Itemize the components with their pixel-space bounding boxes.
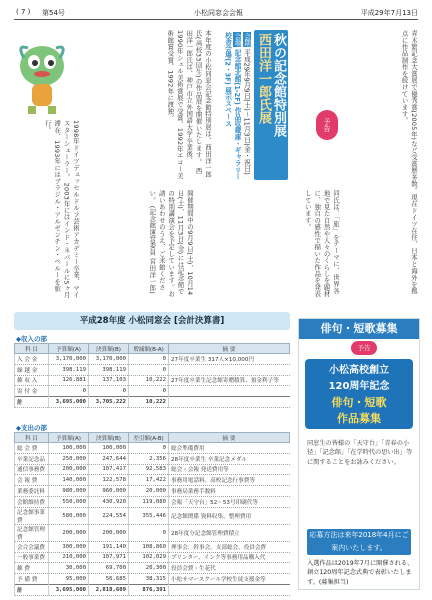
table-cell: 200,000 — [49, 524, 89, 541]
exhibit-notice-badge: 予告 — [316, 110, 338, 140]
table-cell: 430,920 — [89, 496, 129, 507]
table-cell: 122,578 — [89, 475, 129, 486]
period-tag: 会期 — [242, 33, 251, 47]
table-row — [15, 507, 290, 524]
exhibit-paragraph: 開催期間中の9月9日(土)、10月14日(土)、11月3日(金)には記念館での特別講演会を予定しています。お誘いあわせのうえ、ご来館ください。 — [148, 190, 194, 298]
table-cell: 28年度卒業生 卒業記念メダル — [169, 453, 290, 464]
table-cell: 計 — [15, 584, 49, 595]
table-cell: 107,971 — [89, 552, 129, 563]
table-row — [15, 443, 290, 454]
table-row — [15, 541, 290, 552]
table-cell: 28年度分記念館管理費積立 — [169, 524, 290, 541]
table-cell: 69,700 — [89, 563, 129, 574]
table-cell: 191,140 — [89, 541, 129, 552]
haiku-box-line: 小松高校創立 — [329, 365, 389, 376]
table-cell: 200,000 — [49, 464, 89, 475]
table-cell: 224,554 — [89, 507, 129, 524]
expense-section-label: ◆支出の部 — [16, 424, 47, 432]
haiku-description: 同窓生の皆様の「天守台」「青春の小径」「記念館」「在学時代の思い出」等に関することをお詠みください。 — [307, 440, 413, 466]
table-row — [15, 453, 290, 464]
table-cell: 100,000 — [49, 443, 89, 454]
income-table — [14, 343, 290, 408]
haiku-box-line: 俳句・短歌 — [331, 396, 387, 409]
table-cell — [169, 397, 290, 408]
venue-tag: 会場 — [233, 33, 241, 47]
table-cell: 2,356 — [129, 453, 169, 464]
table-cell: 事務局業務手数料 — [169, 486, 290, 497]
table-cell: 210,000 — [49, 552, 89, 563]
exhibit-venue: 記念館北館(1-2F) 作品収蔵庫・ギャラリー — [233, 49, 241, 180]
exhibit-paragraph: 2003年にはインド・ネパールに5ヶ月滞在、1993年にはブラジル・アルゼンチン・ペルーを旅行。 — [43, 120, 71, 299]
table-cell: 398,119 — [49, 364, 89, 375]
table-cell: 247,644 — [89, 453, 129, 464]
table-cell: 250,000 — [49, 453, 89, 464]
haiku-feature-box — [305, 359, 413, 429]
table-cell: 56,685 — [89, 574, 129, 585]
haiku-box-line: 120周年記念 — [328, 381, 390, 392]
table-cell: 95,000 — [49, 574, 89, 585]
table-cell: 0 — [129, 354, 169, 365]
table-cell: 雑 収 入 — [15, 375, 49, 386]
table-cell: 3,695,000 — [49, 397, 89, 408]
newsletter-title: 小松同窓会会報 — [194, 9, 243, 17]
col-header: 増減額(B-A) — [129, 344, 169, 354]
exhibit-paragraph: 西田洋一郎氏は、神戸市立外国語大学卒業後、1990年シェル美術賞展で受賞、1992年エコー美術館賞受賞、1992年に渡独。 — [166, 30, 203, 179]
exhibit-period: 平成29年9月9日(土)〜11月3日(金・祝日) — [242, 49, 251, 175]
table-cell: 総会・会報 発送費用等 — [169, 464, 290, 475]
table-row — [15, 386, 290, 397]
table-cell: 総会準備費用 — [169, 443, 290, 454]
table-cell: 理事会、幹事会、支部総会、役員会費 — [169, 541, 290, 552]
table-cell: 0 — [49, 386, 89, 397]
table-cell: 92,583 — [129, 464, 169, 475]
issue-date: 平成29年7月13日 — [360, 9, 418, 17]
table-cell: 550,000 — [49, 496, 89, 507]
table-row — [15, 464, 290, 475]
table-row — [15, 354, 290, 365]
exhibit-title — [254, 30, 288, 180]
exhibit-title-artist: 西田洋一郎氏展 — [256, 33, 271, 124]
table-cell: 3,695,000 — [49, 584, 89, 595]
table-cell: 繰 越 金 — [15, 364, 49, 375]
col-header: 差引額(A-B) — [129, 433, 169, 443]
table-cell: 卒業記念品 — [15, 453, 49, 464]
table-cell: 20,000 — [129, 486, 169, 497]
haiku-deadline-banner: 応募方法は来年2018年4月にご案内いたします。 — [307, 529, 411, 555]
table-cell — [169, 584, 290, 595]
table-cell: 580,000 — [49, 507, 89, 524]
table-cell: 寄 付 金 — [15, 386, 49, 397]
table-cell: 0 — [129, 443, 169, 454]
haiku-recruitment-panel — [298, 318, 420, 590]
table-cell: 会合会議費 — [15, 541, 49, 552]
table-cell: 137,103 — [89, 375, 129, 386]
table-cell: 計 — [15, 397, 49, 408]
finance-title: 平成28年度 小松同窓会 [会計決算書] — [14, 312, 290, 330]
table-cell: 960,000 — [89, 486, 129, 497]
table-cell: 予 備 費 — [15, 574, 49, 585]
col-header: 決算額(B) — [89, 344, 129, 354]
haiku-header: 俳句・短歌募集 — [299, 319, 419, 339]
col-header: 予算額(A) — [49, 344, 89, 354]
table-cell: 27年度卒業生 317人×10,000円 — [169, 354, 290, 365]
table-cell: 会報「天守台」52・53号印刷代等 — [169, 496, 290, 507]
exhibit-paragraph: 青木繁記念大賞展で優秀賞(2005年)など受賞歴多数。現在ドイツ在住、日本と海外を拠点に作品制作を続けています。 — [400, 30, 418, 295]
table-cell: 0 — [129, 364, 169, 375]
table-cell: 通信事務費 — [15, 464, 49, 475]
table-cell: 記念館管理費 — [15, 524, 49, 541]
table-cell: 3,170,000 — [89, 354, 129, 365]
table-cell: 役員会費・生花代 — [169, 563, 290, 574]
table-row — [15, 475, 290, 486]
table-cell: 雑 費 — [15, 563, 49, 574]
exhibit-body-col-4 — [200, 190, 340, 300]
table-cell: 総 会 費 — [15, 443, 49, 454]
exhibit-details — [222, 32, 251, 182]
table-cell: 107,417 — [89, 464, 129, 475]
table-total-row — [15, 584, 290, 595]
table-cell: 小松サマースクール学校生徒支援金等 — [169, 574, 290, 585]
table-row — [15, 563, 290, 574]
table-cell: 27年度卒業生記念館寄贈積算、預金利子等 — [169, 375, 290, 386]
table-cell: 20,300 — [129, 563, 169, 574]
table-cell: 3,705,222 — [89, 397, 129, 408]
exhibit-paragraph: 本年度の小松同窓会記念館特別展は、西田洋一郎氏(高校33回生)の作品展を開催いたします。 — [194, 30, 212, 178]
table-row — [15, 364, 290, 375]
col-header: 決算額(B) — [89, 433, 129, 443]
table-cell: 記念館関係 資料収集、整理費用 — [169, 507, 290, 524]
table-cell — [169, 364, 290, 375]
exhibit-body-col-2 — [14, 120, 80, 300]
table-row — [15, 496, 290, 507]
exhibit-paragraph: 1998年ドイツデュッセルドルフ芸術アカデミー卒業、マイスターシューラー。 — [62, 120, 80, 299]
col-header: 科 目 — [15, 433, 49, 443]
table-row — [15, 552, 290, 563]
page-header — [14, 6, 418, 20]
table-cell: 10,222 — [129, 397, 169, 408]
table-cell — [169, 386, 290, 397]
table-cell: 100,000 — [89, 443, 129, 454]
table-cell: 入 会 金 — [15, 354, 49, 365]
income-section-label: ◆収入の部 — [16, 335, 47, 343]
exhibit-venue-2: 校舎会場(2・3F) 展示スペース — [223, 32, 232, 127]
income-header-row — [15, 344, 290, 354]
table-cell: 一般事業費 — [15, 552, 49, 563]
issue-number: 第54号 — [42, 9, 65, 17]
table-row — [15, 375, 290, 386]
haiku-box-line: 作品募集 — [337, 412, 381, 425]
table-total-row — [15, 397, 290, 408]
table-cell: 会館維持費 — [15, 496, 49, 507]
haiku-notice-badge: 予告 — [351, 341, 377, 355]
table-cell: 17,422 — [129, 475, 169, 486]
col-header: 摘 要 — [169, 433, 290, 443]
table-row — [15, 486, 290, 497]
table-cell: 業務委託料 — [15, 486, 49, 497]
exhibit-body-col-5 — [84, 190, 194, 300]
table-cell: 30,000 — [49, 563, 89, 574]
table-row — [15, 524, 290, 541]
table-cell: 会 報 費 — [15, 475, 49, 486]
table-cell: 0 — [89, 386, 129, 397]
col-header: 摘 要 — [169, 344, 290, 354]
table-cell: 記念館事業費 — [15, 507, 49, 524]
exhibit-title-line: 秋の記念館特別展 — [271, 33, 286, 137]
haiku-award-note: 入選作品は2019年7月に開催される、創立120周年記念式典で表彰いたします。(募集担当) — [307, 560, 414, 586]
exhibit-body-col-1 — [82, 30, 212, 180]
exhibit-body-col-3 — [344, 30, 418, 300]
table-cell: 2,818,609 — [89, 584, 129, 595]
expense-table — [14, 432, 290, 596]
table-cell: 876,391 — [129, 584, 169, 595]
table-cell: 0 — [129, 386, 169, 397]
table-cell: 38,315 — [129, 574, 169, 585]
expense-header-row — [15, 433, 290, 443]
page-number: ( 7 ) — [16, 8, 31, 16]
exhibit-paragraph: 同氏は、「旅」をテーマに、世界各地で見た自然や人々のくらしを題材に、独自の感性で描いた作品を発表しています。 — [303, 190, 340, 298]
table-cell: 355,446 — [129, 507, 169, 524]
table-cell: 事務用電話料、高校記念行事費等 — [169, 475, 290, 486]
table-cell: 980,000 — [49, 486, 89, 497]
table-cell: 3,170,000 — [49, 354, 89, 365]
table-row — [15, 574, 290, 585]
table-cell: 102,029 — [129, 552, 169, 563]
table-cell: 0 — [129, 524, 169, 541]
exhibit-contact: (記念館運営委員 宮田洋一郎) — [148, 205, 157, 295]
table-cell: 108,860 — [129, 541, 169, 552]
table-cell: 300,000 — [49, 541, 89, 552]
table-cell: プリンター、インク等事務用品購入代 — [169, 552, 290, 563]
table-cell: 200,000 — [89, 524, 129, 541]
table-cell: 126,881 — [49, 375, 89, 386]
col-header: 科 目 — [15, 344, 49, 354]
table-cell: 398,119 — [89, 364, 129, 375]
table-cell: 10,222 — [129, 375, 169, 386]
artwork-figurine-image — [10, 36, 74, 118]
table-cell: 119,080 — [129, 496, 169, 507]
col-header: 予算額(A) — [49, 433, 89, 443]
table-cell: 140,000 — [49, 475, 89, 486]
